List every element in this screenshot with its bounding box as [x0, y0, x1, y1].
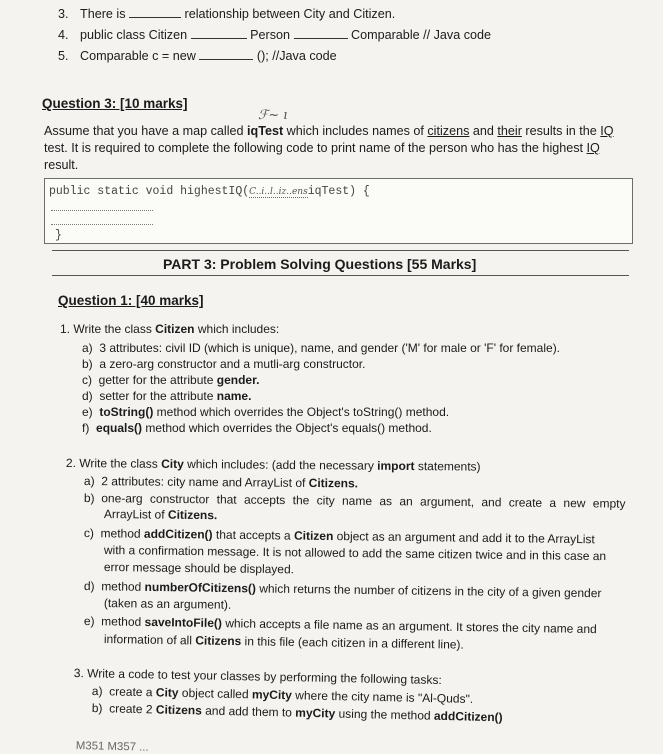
task-3-a: a) create a City object called myCity where the city name is "Al-Quds". — [91, 684, 474, 706]
task-2-c: c) method addCitizen() that accepts a Citizen object as an argument and add it to the ArrayList — [83, 526, 595, 547]
question-3-heading: Question 3: [10 marks] — [42, 96, 188, 111]
question-3-body-line-3: result. — [44, 158, 79, 172]
part-3-title: PART 3: Problem Solving Questions [55 Marks] — [163, 256, 477, 272]
top-item-5 — [58, 48, 337, 63]
task-3-b: b) create 2 Citizens and add them to myCity using the method addCitizen() — [91, 701, 503, 725]
code-answer-box — [44, 178, 633, 244]
top-item-4 — [58, 27, 491, 42]
task-2-d-line-2: (taken as an argument). — [103, 596, 232, 612]
task-3: 3. Write a code to test your classes by performing the following tasks: — [73, 666, 442, 688]
task-1-a: a) 3 attributes: civil ID (which is unique), name, and gender ('M' for male or 'F' for female). — [82, 341, 561, 355]
item-text: Person — [250, 28, 291, 42]
task-2: 2. Write the class City which includes: (add the necessary import statements) — [65, 456, 481, 474]
footer-partial-text: M351 M357 ... — [75, 740, 149, 754]
item-text: Comparable // Java code — [351, 28, 492, 42]
code-close-brace: } — [55, 229, 62, 242]
divider — [52, 250, 629, 251]
item-text: relationship between City and Citizen. — [184, 7, 396, 21]
task-2-c-line-2: with a confirmation message. It is not allowed to add the same citizen twice and in this case an — [103, 543, 607, 564]
task-2-b: b) one-arg constructor that accepts the city name as an argument, and create a new empty — [83, 491, 626, 511]
question-1-heading: Question 1: [40 marks] — [58, 293, 204, 308]
fill-blank — [294, 27, 348, 39]
fill-blank — [129, 6, 181, 18]
fill-blank — [199, 48, 253, 60]
answer-line — [51, 209, 153, 211]
task-1-c: c) getter for the attribute gender. — [82, 373, 260, 387]
question-3-body-line-1: Assume that you have a map called iqTest which includes names of citizens and their results in the IQ — [44, 124, 614, 138]
task-2-e: e) method saveIntoFile() which accepts a file name as an argument. It stores the city name and — [83, 614, 597, 637]
answer-line — [51, 223, 153, 225]
top-item-3 — [58, 6, 395, 21]
task-1-e: e) toString() method which overrides the Object's toString() method. — [82, 405, 450, 419]
task-2-e-line-2: information of all Citizens in this file (each citizen in a different line). — [103, 632, 464, 652]
question-3-body-line-2: test. It is required to complete the following code to print name of the person who has the highest IQ — [44, 141, 600, 155]
task-2-c-line-3: error message should be displayed. — [103, 560, 295, 577]
task-1-f: f) equals() method which overrides the Object's equals() method. — [82, 421, 432, 435]
task-2-d: d) method numberOfCitizens() which returns the number of citizens in the city of a given gender — [83, 579, 602, 601]
task-2-a: a) 2 attributes: city name and ArrayList of Citizens. — [83, 474, 359, 491]
task-2-b-line-2: ArrayList of Citizens. — [103, 507, 218, 523]
handwritten-mark: ℱ~ ı — [258, 108, 288, 123]
task-1: 1. Write the class Citizen which includes: — [60, 322, 280, 336]
fill-blank — [191, 27, 247, 39]
item-number: 5. — [58, 49, 69, 63]
item-number: 4. — [58, 28, 69, 42]
item-text: Comparable c = new — [80, 49, 196, 63]
item-text: (); //Java code — [256, 49, 337, 63]
code-line: public static void highestIQ(C..i..l..iz..ensiqTest) { — [49, 185, 370, 198]
item-text: There is — [80, 7, 126, 21]
item-number: 3. — [58, 7, 69, 21]
divider — [52, 275, 629, 276]
handwritten-parameter: C..i..l..iz..ens — [249, 187, 308, 197]
task-1-b: b) a zero-arg constructor and a mutli-arg constructor. — [82, 357, 366, 371]
item-text: public class Citizen — [80, 28, 188, 42]
task-1-d: d) setter for the attribute name. — [82, 389, 252, 403]
